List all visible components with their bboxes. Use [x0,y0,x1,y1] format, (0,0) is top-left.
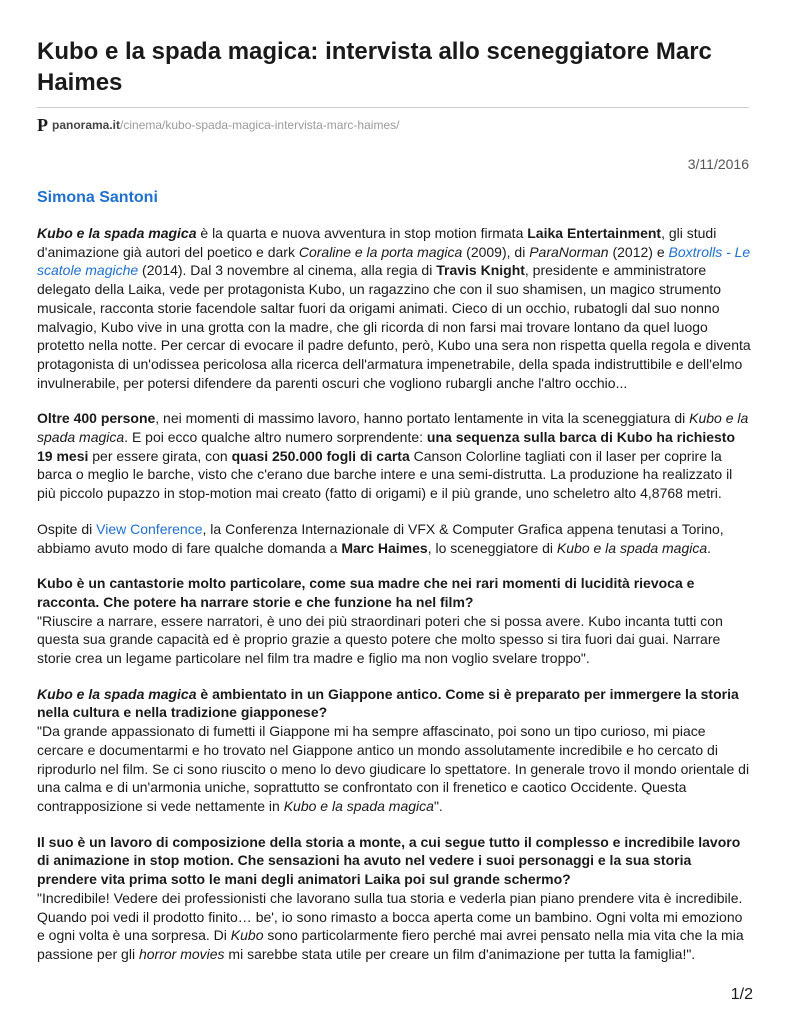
text-segment: "Da grande appassionato di fumetti il Giappone mi ha sempre affascinato, poi sono un tipo curioso, mi piace cercare e documentarmi e ho trovato nel Giappone antico un mondo assolutamente incredibile e ho cercato di riprodurlo nel film. Se ci sono riuscito o meno lo devo giudicare lo spettatore. In generale trovo il mondo orientale di una calma e di un'armonia uniche, soprattutto se confrontato con il frenetico e caotico Occidente. Questa contrapposizione si vede nettamente in [37,723,750,814]
question-1 [37,574,753,611]
answer-3 [37,889,753,964]
interview-block-3 [37,833,753,964]
text-segment: una sequenza sulla barca di Kubo ha richiesto 19 mesi [37,429,735,464]
text-segment: horror movies [138,945,225,962]
text-segment: , la Conferenza Internazionale di VFX & Computer Grafica appena tenutasi a Torino, abbiamo avuto modo di fare qualche domanda a [37,520,724,556]
document-page [37,0,753,964]
text-segment: . [707,539,712,556]
guest-paragraph [37,520,753,557]
text-segment: sono particolarmente fiero perché mai avrei pensato nella mia vita che la mia passione per gli [37,927,744,962]
text-segment: è la quarta e nuova avventura in stop motion firmata [196,225,528,241]
interview-block-2 [37,685,753,816]
answer-2 [37,722,753,816]
boxtrolls-link-text: Boxtrolls - Le scatole magiche [37,243,751,279]
text-segment: Kubo e la spada magica [37,410,749,446]
text-segment: per essere girata, con [88,447,232,464]
title-divider [37,107,749,108]
text-segment: . E poi ecco qualche altro numero sorprendente: [124,429,427,446]
text-segment: Marc Haimes [341,539,428,556]
text-segment: , lo sceneggiatore di [427,539,557,556]
text-segment: Laika Entertainment [527,225,662,241]
article-date: 3/11/2016 [687,156,749,172]
view-conference-link[interactable]: View Conference [96,520,203,537]
text-segment: Coraline e la porta magica [298,243,463,260]
question-1-text: Kubo è un cantastorie molto particolare, come sua madre che nei rari momenti di lucidità rievoca e racconta. Che potere ha narrare storie e che funzione ha nel film? [37,575,695,610]
text-segment: Kubo e la spada magica [556,539,708,556]
text-segment: , presidente e amministratore delegato della Laika, vede per protagonista Kubo, un ragazzino che con il suo shamisen, un magico strumento musicale, racconta storie facendole saltar fuori da origami animati. Cieco di un occhio, rubatogli dal suo nonno malvagio, Kubo vive in una grotta con la madre, che gli ricorda di non farsi mai trovare lontano da quel luogo protetto nella notte. Per cercar di evocare il padre defunto, però, Kubo una sera non rispetta quella regola e diventa protagonista di un'odissea pericolosa alla ricerca dell'armatura impenetrabile, della spada indistruttibile e dell'elmo invulnerabile, per potersi difendere da parenti oscuri che vogliono rubargli anche l'altro occhio... [37,262,751,391]
text-segment: Travis Knight [436,262,525,279]
text-segment: Kubo e la spada magica [37,225,197,241]
text-segment: , gli studi d'animazione già autori del poetico e dark [37,225,717,260]
text-segment: Ospite di [37,520,97,537]
question-3-text: Il suo è un lavoro di composizione della storia a monte, a cui segue tutto il complesso e incredibile lavoro di animazione in stop motion. Che sensazioni ha avuto nel vedere i suoi personaggi e la sua storia prendere vita prima sotto le mani degli animatori Laika poi sul grande schermo? [37,833,741,888]
source-line [37,117,753,133]
article-author: Simona Santoni [37,189,158,206]
interview-block-1 [37,574,753,668]
text-segment: quasi 250.000 fogli di carta [231,447,410,464]
text-segment: (2012) e [608,243,669,260]
source-domain-link[interactable]: panorama.it [52,118,121,132]
text-segment: mi sarebbe stata utile per creare un film d'animazione per tutta la famiglia!". [224,945,696,962]
intro-paragraph [37,224,753,392]
question-3 [37,833,753,889]
text-segment: ParaNorman [529,243,609,260]
text-segment: Kubo [230,927,264,944]
article-title: Kubo e la spada magica: intervista allo sceneggiatore Marc Haimes [37,38,712,96]
text-segment: (2014). Dal 3 novembre al cinema, alla regia di [138,262,437,279]
text-segment: Canson Colorline tagliati con il laser per coprire la barca o meglio le barche, visto che c'erano due barche intere e una semi-distrutta. La produzione ha realizzato il più piccolo pupazzo in stop-motion mai creato (fatto di origami) e il più grande, uno scheletro alto 4,8768 metri. [37,447,733,502]
panorama-logo-icon: P [37,115,48,135]
source-path: /cinema/kubo-spada-magica-intervista-marc-haimes/ [120,118,400,132]
answer-1: "Riuscire a narrare, essere narratori, è uno dei più straordinari poteri che si possa avere. Kubo incanta tutti con questa sua grande capacità ed è proprio grazie a questo potere che molto spesso si tira fuori dai guai. Narrare storie crea un legame particolare nel film tra madre e figlio ma non voglio svelare troppo". [37,612,723,667]
text-segment: ". [433,797,443,814]
numbers-paragraph [37,409,753,503]
page-number: 1/2 [730,986,753,1003]
text-segment: (2009), di [462,243,530,260]
text-segment: Kubo e la spada magica [283,797,434,814]
text-segment: "Incredibile! Vedere dei professionisti che lavorano sulla tua storia e vederla pian piano prendere vita è incredibile. Quando poi vedi il prodotto finito… be', io sono rimasto a bocca aperta come un bambino. Ogni volta mi emoziono e ogni volta è una sorpresa. Di [37,889,743,944]
text-segment: Kubo e la spada magica [37,685,197,702]
text-segment: , nei momenti di massimo lavoro, hanno portato lentamente in vita la sceneggiatura di [155,410,690,427]
text-segment: è ambientato in un Giappone antico. Come si è preparato per immergere la storia nella cultura e nella tradizione giapponese? [37,685,739,721]
article-body [37,224,753,964]
question-2 [37,685,753,722]
text-segment: Oltre 400 persone [37,410,156,427]
